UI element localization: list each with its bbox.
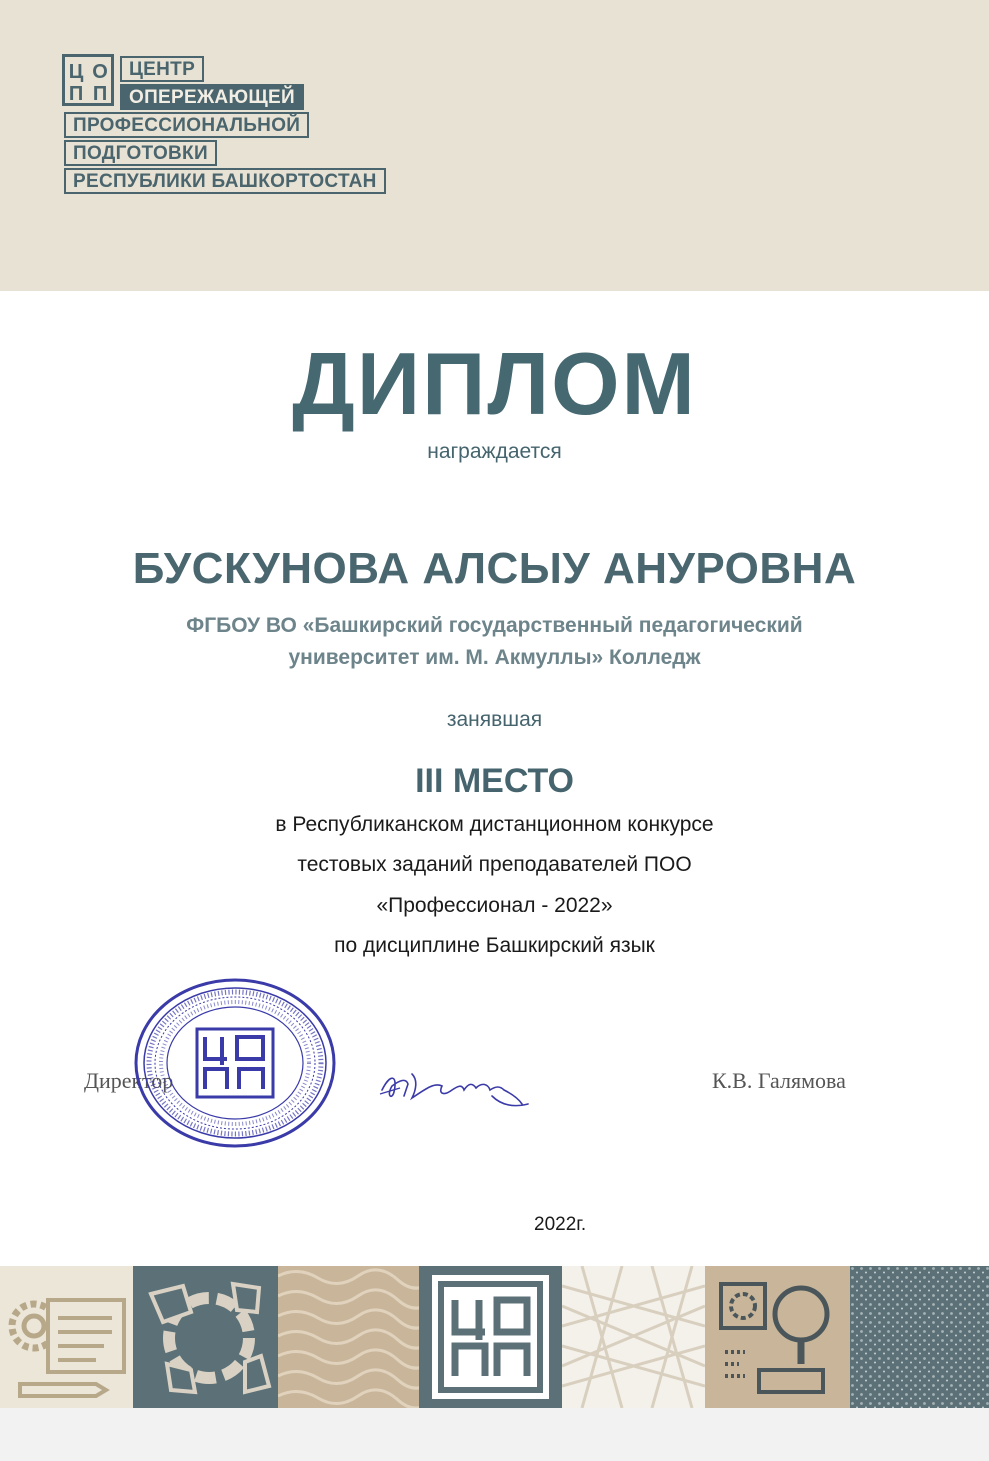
document-gear-icon [0, 1266, 133, 1408]
copp-logo-mark [62, 54, 114, 106]
beige-pattern [278, 1266, 419, 1408]
gear-magnifier-icon [705, 1266, 850, 1408]
organization-line-1: ФГБОУ ВО «Башкирский государственный педагогический [186, 614, 803, 637]
contest-line-4: по дисциплине Башкирский язык [334, 934, 655, 957]
hands-gears-icon [133, 1266, 278, 1408]
contest-line-1: в Республиканском дистанционном конкурсе [275, 813, 714, 836]
white-weave-pattern [562, 1266, 705, 1408]
logo-line-training: ПОДГОТОВКИ [64, 140, 217, 166]
footer-tiles [0, 1266, 989, 1408]
logo-line-center: ЦЕНТР [120, 56, 204, 82]
organization-line-2: университет им. М. Акмуллы» Колледж [288, 646, 701, 669]
director-name: К.В. Галямова [712, 1068, 846, 1093]
official-stamp [133, 977, 337, 1149]
organization-logo [62, 54, 422, 204]
contest-line-2: тестовых заданий преподавателей ПОО [297, 853, 692, 876]
logo-line-professional: ПРОФЕССИОНАЛЬНОЙ [64, 112, 309, 138]
director-signature [372, 1060, 534, 1118]
page-bottom-margin [0, 1408, 989, 1461]
logo-mark-letter: Ц [68, 61, 84, 83]
place-title: III МЕСТО [415, 762, 574, 800]
awarded-text: награждается [427, 440, 562, 463]
logo-line-republic: РЕСПУБЛИКИ БАШКОРТОСТАН [64, 168, 386, 194]
contest-line-3: «Профессионал - 2022» [376, 894, 613, 917]
recipient-name: БУСКУНОВА АЛСЫУ АНУРОВНА [132, 544, 857, 593]
logo-mark-letter: П [68, 83, 84, 105]
took-text: занявшая [446, 708, 543, 731]
issue-year: 2022г. [534, 1214, 587, 1235]
logo-mark-letter: П [92, 83, 108, 105]
logo-mark-letter: О [92, 61, 108, 83]
director-label: Директор [84, 1068, 174, 1093]
copp-logo-tile [419, 1266, 562, 1408]
logo-line-advanced: ОПЕРЕЖАЮЩЕЙ [120, 84, 304, 110]
dots-pattern [850, 1266, 989, 1408]
diploma-title: ДИПЛОМ [292, 334, 697, 433]
